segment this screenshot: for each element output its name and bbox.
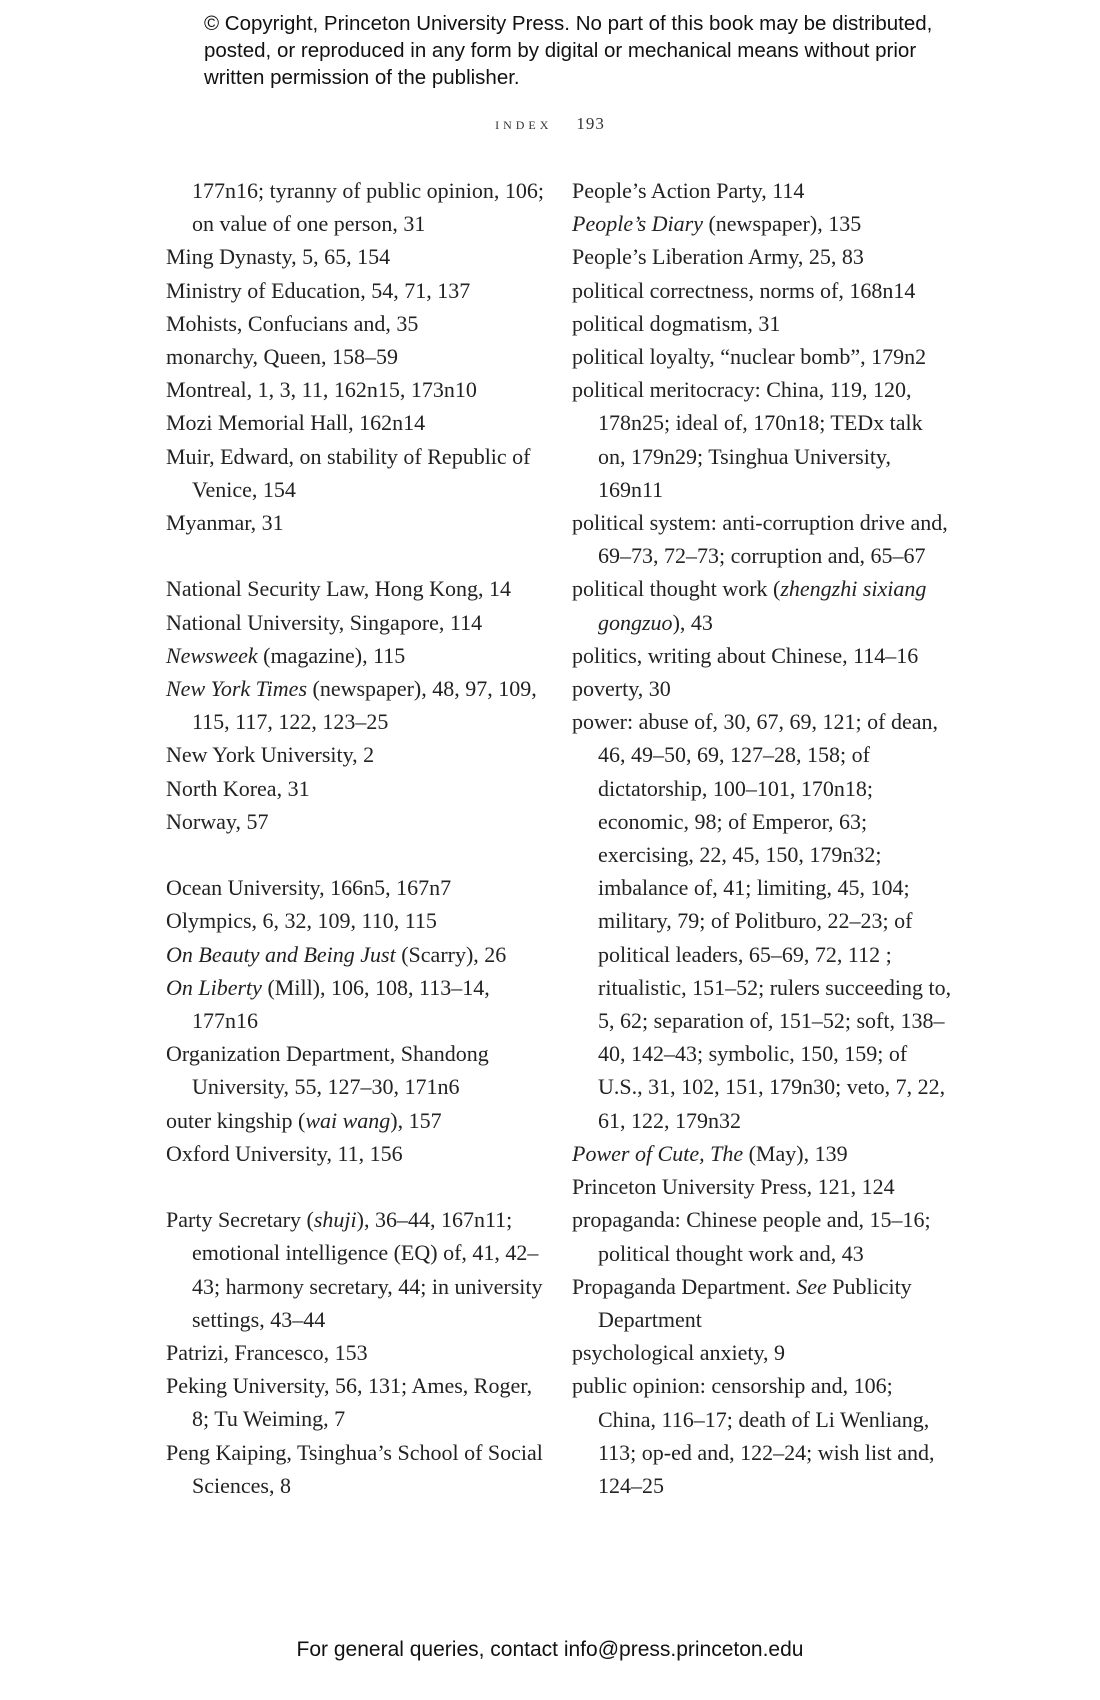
cross-reference: See	[796, 1273, 827, 1299]
index-entry	[166, 971, 546, 1037]
section-label: index	[495, 114, 553, 133]
index-entry	[166, 938, 546, 971]
letter-group-gap	[166, 838, 546, 871]
index-entry: Patrizi, Francesco, 153	[166, 1340, 368, 1366]
index-entry: political system: anti-corruption drive and, 69–73, 72–73; corruption and, 65–67	[572, 510, 948, 569]
index-entry: psychological anxiety, 9	[572, 1340, 786, 1366]
index-entry: Mohists, Confucians and, 35	[166, 310, 419, 336]
index-entry	[572, 1270, 952, 1336]
index-entry: National Security Law, Hong Kong, 14	[166, 576, 512, 602]
index-entry	[166, 672, 546, 738]
index-entry: political meritocracy: China, 119, 120, 178n25; ideal of, 170n18; TEDx talk on, 179n29; Tsinghua University, 169n11	[572, 377, 923, 502]
index-entry: Peking University, 56, 131; Ames, Roger, 8; Tu Weiming, 7	[166, 1373, 533, 1432]
entry-title: People’s Diary	[572, 211, 703, 237]
entry-text: ), 36–44, 167n11; emotional intelligence (EQ) of, 41, 42–43; harmony secretary, 44; in university settings, 43–44	[192, 1207, 543, 1332]
index-entry: monarchy, Queen, 158–59	[166, 344, 398, 370]
entry-term: zhengzhi sixiang gongzuo	[598, 576, 927, 635]
entry-title: Newsweek	[166, 642, 258, 668]
entry-text: Publicity Department	[598, 1273, 912, 1332]
entry-title: New York Times	[166, 676, 308, 702]
letter-group-gap	[166, 1170, 546, 1203]
index-entry: power: abuse of, 30, 67, 69, 121; of dean, 46, 49–50, 69, 127–28, 158; of dictatorship, 100–101, 170n18; economic, 98; of Emperor, 63; exercising, 22, 45, 150, 179n32; imbalance of, 41; limiting, 45, 104; military, 79; of Politburo, 22–23; of political leaders, 65–69, 72, 112 ; ritualistic, 151–52; rulers succeeding to, 5, 62; separation of, 151–52; soft, 138–40, 142–43; symbolic, 150, 159; of U.S., 31, 102, 151, 179n30; veto, 7, 22, 61, 122, 179n32	[572, 709, 952, 1133]
index-entry	[166, 1104, 546, 1137]
letter-group-gap	[166, 539, 546, 572]
index-entry: 177n16; tyranny of public opinion, 106; on value of one person, 31	[192, 178, 544, 237]
index-entry: Oxford University, 11, 156	[166, 1140, 403, 1166]
index-entry: poverty, 30	[572, 676, 671, 702]
index-entry	[166, 1203, 546, 1336]
index-entry: politics, writing about Chinese, 114–16	[572, 642, 919, 668]
entry-text: (magazine), 115	[257, 642, 406, 668]
index-entry: Norway, 57	[166, 808, 269, 834]
index-column-right	[572, 174, 952, 1502]
footer-contact: For general queries, contact info@press.princeton.edu	[296, 1638, 804, 1661]
index-entry: Olympics, 6, 32, 109, 110, 115	[166, 908, 437, 934]
entry-text: Party Secretary (	[166, 1207, 314, 1233]
index-entry	[572, 572, 952, 638]
index-entry: Ming Dynasty, 5, 65, 154	[166, 244, 391, 270]
index-entry	[166, 639, 546, 672]
page-number: 193	[576, 114, 605, 133]
copyright-notice: © Copyright, Princeton University Press. No part of this book may be distributed, posted, or reproduced in any form by digital or mechanical means without prior written permission of the publisher.	[204, 12, 933, 89]
entry-text: (newspaper), 48, 97, 109, 115, 117, 122, 123–25	[192, 676, 537, 735]
index-entry: public opinion: censorship and, 106; China, 116–17; death of Li Wenliang, 113; op-ed and, 122–24; wish list and, 124–25	[572, 1373, 935, 1498]
entry-text: (newspaper), 135	[702, 211, 862, 237]
index-entry: political correctness, norms of, 168n14	[572, 277, 916, 303]
index-column-left	[166, 174, 546, 1502]
entry-title: On Beauty and Being Just	[166, 941, 396, 967]
entry-term: shuji	[313, 1207, 357, 1233]
index-entry: political dogmatism, 31	[572, 310, 781, 336]
index-entry: Ministry of Education, 54, 71, 137	[166, 277, 471, 303]
entry-text: ), 157	[390, 1107, 442, 1133]
entry-title: On Liberty	[166, 974, 262, 1000]
entry-term: wai wang	[305, 1107, 391, 1133]
running-head	[0, 114, 1100, 134]
index-entry: People’s Liberation Army, 25, 83	[572, 244, 864, 270]
index-entry: Organization Department, Shandong University, 55, 127–30, 171n6	[166, 1041, 489, 1100]
index-entry: political loyalty, “nuclear bomb”, 179n2	[572, 344, 927, 370]
entry-text: (Mill), 106, 108, 113–14, 177n16	[192, 974, 490, 1034]
index-entry: North Korea, 31	[166, 775, 310, 801]
index-entry: propaganda: Chinese people and, 15–16; political thought work and, 43	[572, 1207, 931, 1266]
index-entry: Princeton University Press, 121, 124	[572, 1174, 895, 1200]
index-entry: Montreal, 1, 3, 11, 162n15, 173n10	[166, 377, 477, 403]
entry-text: ), 43	[672, 609, 713, 635]
entry-title: Power of Cute, The	[572, 1140, 744, 1166]
index-entry: Muir, Edward, on stability of Republic of Venice, 154	[166, 443, 531, 502]
entry-text: (Scarry), 26	[395, 941, 507, 967]
index-entry: Peng Kaiping, Tsinghua’s School of Social Sciences, 8	[166, 1439, 543, 1498]
entry-text: political thought work (	[572, 576, 781, 602]
index-entry: Mozi Memorial Hall, 162n14	[166, 410, 426, 436]
index-entry: Ocean University, 166n5, 167n7	[166, 875, 452, 901]
index-entry: New York University, 2	[166, 742, 375, 768]
index-entry	[572, 1137, 952, 1170]
entry-text: (May), 139	[743, 1140, 848, 1166]
index-entry	[572, 207, 952, 240]
entry-text: outer kingship (	[166, 1107, 306, 1133]
index-entry: People’s Action Party, 114	[572, 178, 805, 203]
index-entry: Myanmar, 31	[166, 510, 284, 536]
index-entry: National University, Singapore, 114	[166, 609, 483, 635]
entry-text: Propaganda Department.	[572, 1273, 797, 1299]
